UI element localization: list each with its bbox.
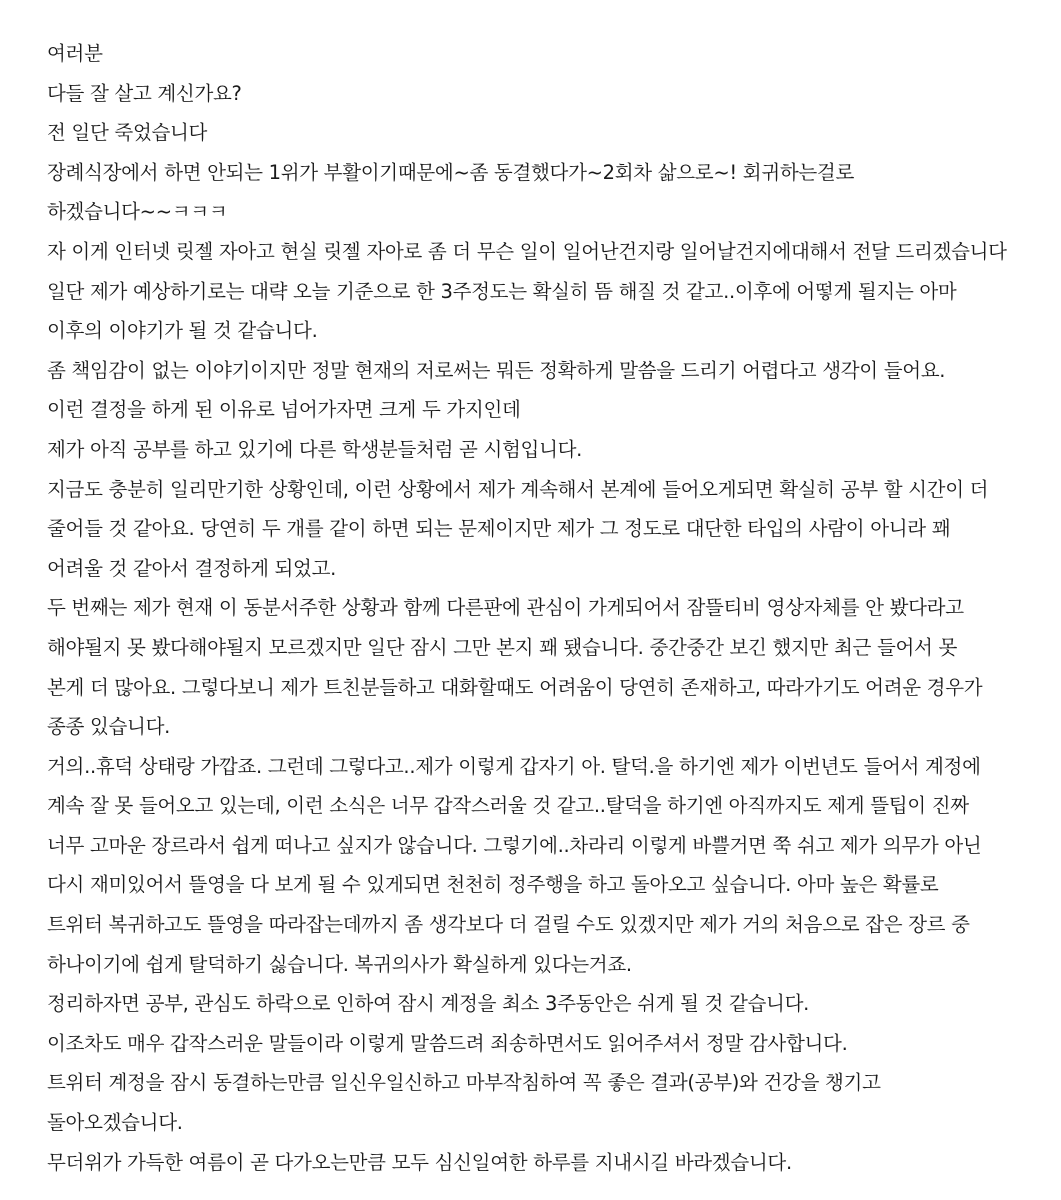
text-line: 하나이기에 쉽게 탈덕하기 싫습니다. 복귀의사가 확실하게 있다는거죠. <box>47 952 632 976</box>
text-line: 계속 잘 못 들어오고 있는데, 이런 소식은 너무 갑작스러울 것 같고..탈덕을 하기엔 아직까지도 제게 뜰팁이 진짜 <box>47 794 969 818</box>
text-line: 제가 아직 공부를 하고 있기에 다른 학생분들처럼 곧 시험입니다. <box>47 437 583 461</box>
text-line: 하겠습니다~~ㅋㅋㅋ <box>47 200 228 224</box>
text-line: 좀 책임감이 없는 이야기이지만 정말 현재의 저로써는 뭐든 정확하게 말씀을 드리기 어렵다고 생각이 들어요. <box>47 358 946 382</box>
text-line: 거의..휴덕 상태랑 가깝죠. 그런데 그렇다고..제가 이렇게 갑자기 아. 탈덕.을 하기엔 제가 이번년도 들어서 계정에 <box>47 754 981 778</box>
letter-body <box>47 34 1047 1182</box>
text-line: 정리하자면 공부, 관심도 하락으로 인하여 잠시 계정을 최소 3주동안은 쉬게 될 것 같습니다. <box>47 992 810 1016</box>
text-line: 전 일단 죽었습니다 <box>47 121 208 145</box>
text-line: 다들 잘 살고 계신가요? <box>47 81 242 105</box>
text-line: 여러분 <box>47 42 103 65</box>
text-line: 트위터 복귀하고도 뜰영을 따라잡는데까지 좀 생각보다 더 걸릴 수도 있겠지만 제가 거의 처음으로 잡은 장르 중 <box>47 913 970 937</box>
text-line: 종종 있습니다. <box>47 715 171 739</box>
text-line: 너무 고마운 장르라서 쉽게 떠나고 싶지가 않습니다. 그렇기에..차라리 이렇게 바쁠거면 쭉 쉬고 제가 의무가 아닌 <box>47 833 982 857</box>
text-line: 장례식장에서 하면 안되는 1위가 부활이기때문에~좀 동결했다가~2회차 삶으로~! 회귀하는걸로 <box>47 160 855 184</box>
text-line: 돌아오겠습니다. <box>47 1111 183 1135</box>
text-line: 자 이게 인터넷 릿젤 자아고 현실 릿젤 자아로 좀 더 무슨 일이 일어난건지랑 일어날건지에대해서 전달 드리겠습니다 <box>47 239 1007 263</box>
text-line: 무더위가 가득한 여름이 곧 다가오는만큼 모두 심신일여한 하루를 지내시길 바라겠습니다. <box>47 1150 792 1174</box>
text-line: 일단 제가 예상하기로는 대략 오늘 기준으로 한 3주정도는 확실히 뜸 해질 것 같고..이후에 어떻게 될지는 아마 <box>47 279 957 303</box>
text-line: 두 번째는 제가 현재 이 동분서주한 상황과 함께 다른판에 관심이 가게되어서 잠뜰티비 영상자체를 안 봤다라고 <box>47 596 964 620</box>
text-line: 트위터 계정을 잠시 동결하는만큼 일신우일신하고 마부작침하여 꼭 좋은 결과(공부)와 건강을 챙기고 <box>47 1071 881 1095</box>
text-line: 이조차도 매우 갑작스러운 말들이라 이렇게 말씀드려 죄송하면서도 읽어주셔서 정말 감사합니다. <box>47 1031 848 1055</box>
text-line: 지금도 충분히 일리만기한 상황인데, 이런 상황에서 제가 계속해서 본계에 들어오게되면 확실히 공부 할 시간이 더 <box>47 477 989 501</box>
text-line: 이후의 이야기가 될 것 같습니다. <box>47 319 318 343</box>
text-line: 해야될지 못 봤다해야될지 모르겠지만 일단 잠시 그만 본지 꽤 됐습니다. 중간중간 보긴 했지만 최근 들어서 못 <box>47 635 958 659</box>
text-line: 어려울 것 같아서 결정하게 되었고. <box>47 556 337 580</box>
text-line: 다시 재미있어서 뜰영을 다 보게 될 수 있게되면 천천히 정주행을 하고 돌아오고 싶습니다. 아마 높은 확률로 <box>47 873 939 897</box>
text-line: 본게 더 많아요. 그렇다보니 제가 트친분들하고 대화할때도 어려움이 당연히 존재하고, 따라가기도 어려운 경우가 <box>47 675 983 699</box>
text-line: 이런 결정을 하게 된 이유로 넘어가자면 크게 두 가지인데 <box>47 398 521 422</box>
text-line: 줄어들 것 같아요. 당연히 두 개를 같이 하면 되는 문제이지만 제가 그 정도로 대단한 타입의 사람이 아니라 꽤 <box>47 517 951 541</box>
